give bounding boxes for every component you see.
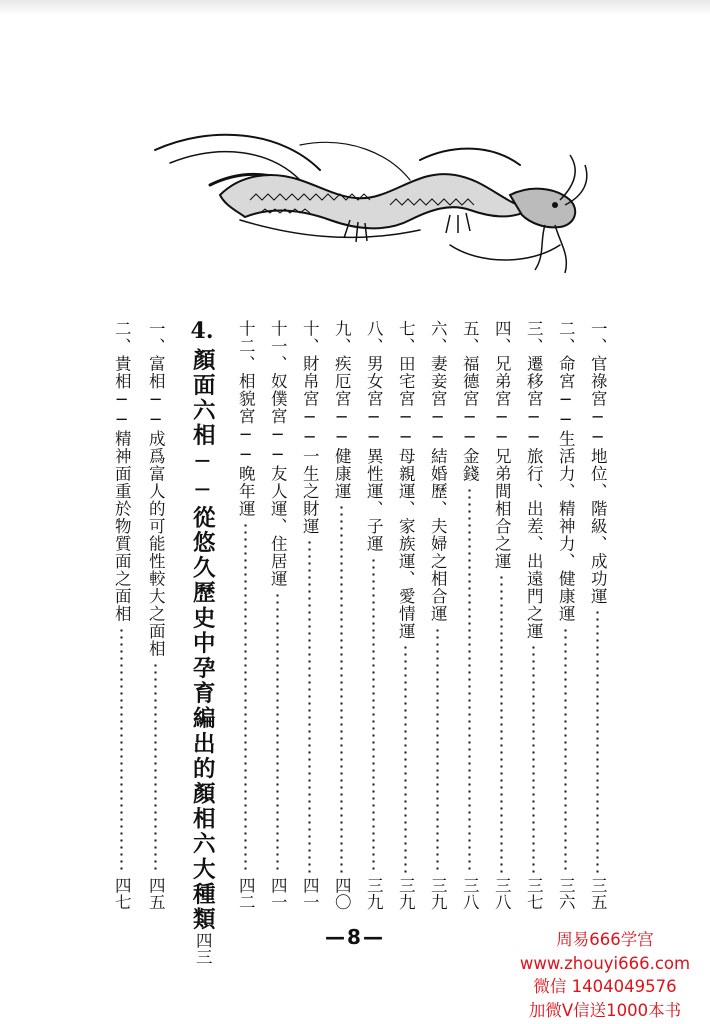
toc-entry-title: 五、福德宮──金錢	[460, 320, 480, 483]
toc-entry[interactable]	[292, 320, 326, 910]
toc-entry[interactable]	[260, 320, 294, 910]
dot-leader	[404, 644, 407, 873]
toc-entry[interactable]	[324, 320, 358, 910]
toc-entry-title: 二、命宮──生活力、精神力、健康運	[556, 320, 576, 623]
dot-leader	[154, 662, 157, 874]
watermark-line: 周易666学宫	[556, 930, 654, 949]
dot-leader	[468, 487, 471, 874]
toc-entry[interactable]	[420, 320, 454, 910]
dot-leader	[532, 644, 535, 873]
chapter-number: 4.	[190, 318, 214, 344]
dot-leader	[564, 627, 567, 874]
watermark-line: 微信 1404049576	[533, 977, 677, 996]
dot-leader	[244, 522, 247, 874]
toc-entry[interactable]	[580, 320, 614, 910]
watermark	[505, 928, 705, 1022]
toc-entry-title: 八、男女宮──異性運、子運	[364, 320, 384, 553]
dot-leader	[120, 627, 123, 874]
dot-leader	[500, 574, 503, 873]
toc-entry[interactable]	[356, 320, 390, 910]
toc-entry-page: 三九	[396, 877, 416, 910]
toc-entry[interactable]	[452, 320, 486, 910]
dot-leader	[340, 504, 343, 873]
dot-leader	[372, 557, 375, 874]
toc-entry-page: 四五	[146, 877, 166, 910]
toc-entry-page: 三八	[460, 877, 480, 910]
toc-entry[interactable]	[228, 320, 262, 910]
page-number: —8—	[325, 925, 385, 949]
toc-entry-page: 四〇	[332, 877, 352, 910]
toc-entry[interactable]	[548, 320, 582, 910]
toc-entry-title: 二、貴相──精神面重於物質面之面相	[112, 320, 132, 623]
toc-entry-title: 三、遷移宮──旅行、出差、出遠門之運	[524, 320, 544, 640]
toc-entry-title: 十一、奴僕宮──友人運、住居運	[268, 320, 288, 588]
toc-entry-page: 四一	[268, 877, 288, 910]
toc-entry-title: 十二、相貌宮──晚年運	[236, 320, 256, 518]
toc-entry-title: 九、疾厄宮──健康運	[332, 320, 352, 500]
toc-entry-page: 四二	[236, 877, 256, 910]
toc-entry-title: 七、田宅宮──母親運、家族運、愛情運	[396, 320, 416, 640]
watermark-line: www.zhouyi666.com	[519, 953, 691, 973]
watermark-line: 加微V信送1000本书	[528, 1000, 682, 1020]
toc-entry-title: 一、官祿宮──地位、階級、成功運	[588, 320, 608, 605]
toc-entry[interactable]	[516, 320, 550, 910]
dot-leader	[436, 627, 439, 874]
chapter-title: 顏面六相──從悠久歷史中孕育編出的顏相六大種類	[189, 348, 216, 933]
toc-entry-page: 三六	[556, 877, 576, 910]
chapter-heading[interactable]	[182, 318, 222, 966]
toc-entry-page: 三五	[588, 877, 608, 910]
toc-entry-page: 三九	[428, 877, 448, 910]
toc-entry[interactable]	[104, 320, 138, 910]
chapter-page: 四三	[193, 932, 213, 966]
toc-entry-title: 一、富相──成爲富人的可能性較大之面相	[146, 320, 166, 658]
toc-entry-page: 三七	[524, 877, 544, 910]
page-top-shadow	[0, 0, 710, 16]
toc-entry-title: 六、妻妾宮──結婚歷、夫婦之相合運	[428, 320, 448, 623]
toc-entry-title: 十、財帛宮──一生之財運	[300, 320, 320, 535]
dot-leader	[596, 609, 599, 873]
dragon-illustration	[150, 125, 590, 275]
toc-entry[interactable]	[138, 320, 172, 910]
toc-entry-page: 三九	[364, 877, 384, 910]
toc-entry-page: 四一	[300, 877, 320, 910]
toc-entry[interactable]	[484, 320, 518, 910]
dot-leader	[308, 539, 311, 873]
toc-entry-title: 四、兄弟宮──兄弟間相合之運	[492, 320, 512, 570]
toc-entry-page: 三八	[492, 877, 512, 910]
toc-entry-page: 四七	[112, 877, 132, 910]
toc-entry[interactable]	[388, 320, 422, 910]
dot-leader	[276, 592, 279, 874]
